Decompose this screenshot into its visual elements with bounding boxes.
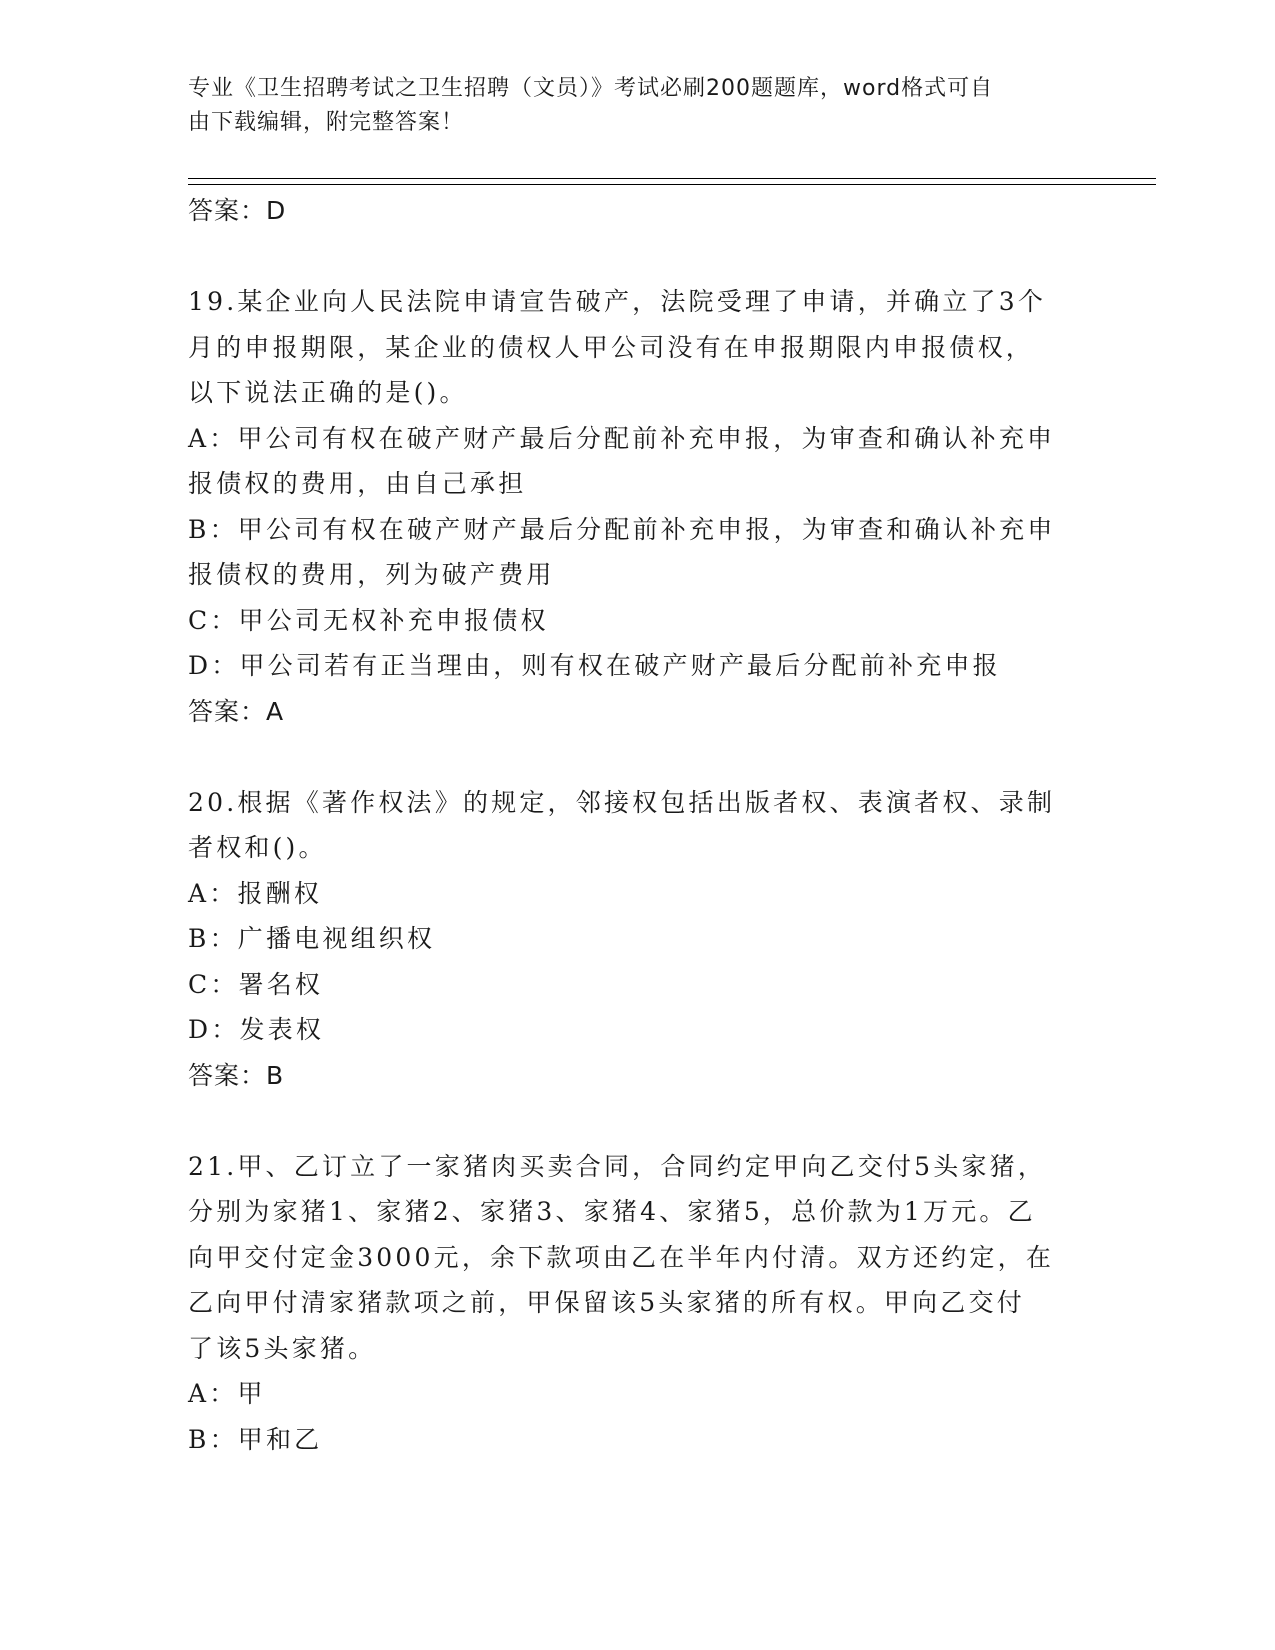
option-a-line: A：甲公司有权在破产财产最后分配前补充申报，为审查和确认补充申 [188,423,1056,453]
question-stem-line: 乙向甲付清家猪款项之前，甲保留该5头家猪的所有权。甲向乙交付 [188,1288,1025,1317]
option-b-line: B：甲和乙 [188,1424,323,1454]
header-divider [188,184,1156,185]
document-body [188,188,1088,1462]
option-c-line: C：甲公司无权补充申报债权 [188,605,549,635]
option-d-line: D：甲公司若有正当理由，则有权在破产财产最后分配前补充申报 [188,651,1001,680]
option-a-line: A：甲 [188,1379,266,1408]
question-19 [188,279,1088,734]
question-stem-line: 月的申报期限，某企业的债权人甲公司没有在申报期限内申报债权， [188,332,1035,362]
header-line: 由下载编辑，附完整答案！ [188,110,465,135]
header-line: 专业《卫生招聘考试之卫生招聘（文员）》考试必刷200题题库，word格式可自 [188,76,994,101]
answer-line: 答案：B [188,1060,285,1090]
answer-line: 答案：A [188,696,285,726]
header-divider [188,178,1156,179]
document-header [188,72,1068,140]
answer-line: 答案：D [188,196,287,225]
option-b-line: B：甲公司有权在破产财产最后分配前补充申报，为审查和确认补充申 [188,514,1056,544]
question-stem-line: 者权和()。 [188,833,327,862]
question-stem-line: 分别为家猪1、家猪2、家猪3、家猪4、家猪5，总价款为1万元。乙 [188,1197,1036,1226]
spacer [188,734,1088,780]
option-d-line: D：发表权 [188,1015,325,1044]
option-b-line: B：广播电视组织权 [188,924,436,953]
question-20 [188,780,1088,1099]
question-stem-line: 以下说法正确的是()。 [188,378,468,407]
question-stem-line: 了该5头家猪。 [188,1333,377,1363]
question-stem-line: 向甲交付定金3000元，余下款项由乙在半年内付清。双方还约定，在 [188,1242,1055,1272]
question-stem-line: 21.甲、乙订立了一家猪肉买卖合同，合同约定甲向乙交付5头家猪， [188,1151,1047,1181]
question-stem-line: 20.根据《著作权法》的规定，邻接权包括出版者权、表演者权、录制 [188,787,1056,817]
option-b-line: 报债权的费用，列为破产费用 [188,560,555,589]
question-stem-line: 19.某企业向人民法院申请宣告破产，法院受理了申请，并确立了3个 [188,287,1047,316]
option-c-line: C：署名权 [188,969,324,999]
spacer [188,1098,1088,1144]
option-a-line: 报债权的费用，由自己承担 [188,469,527,498]
option-a-line: A：报酬权 [188,878,323,908]
question-21 [188,1144,1088,1463]
spacer [188,234,1088,280]
